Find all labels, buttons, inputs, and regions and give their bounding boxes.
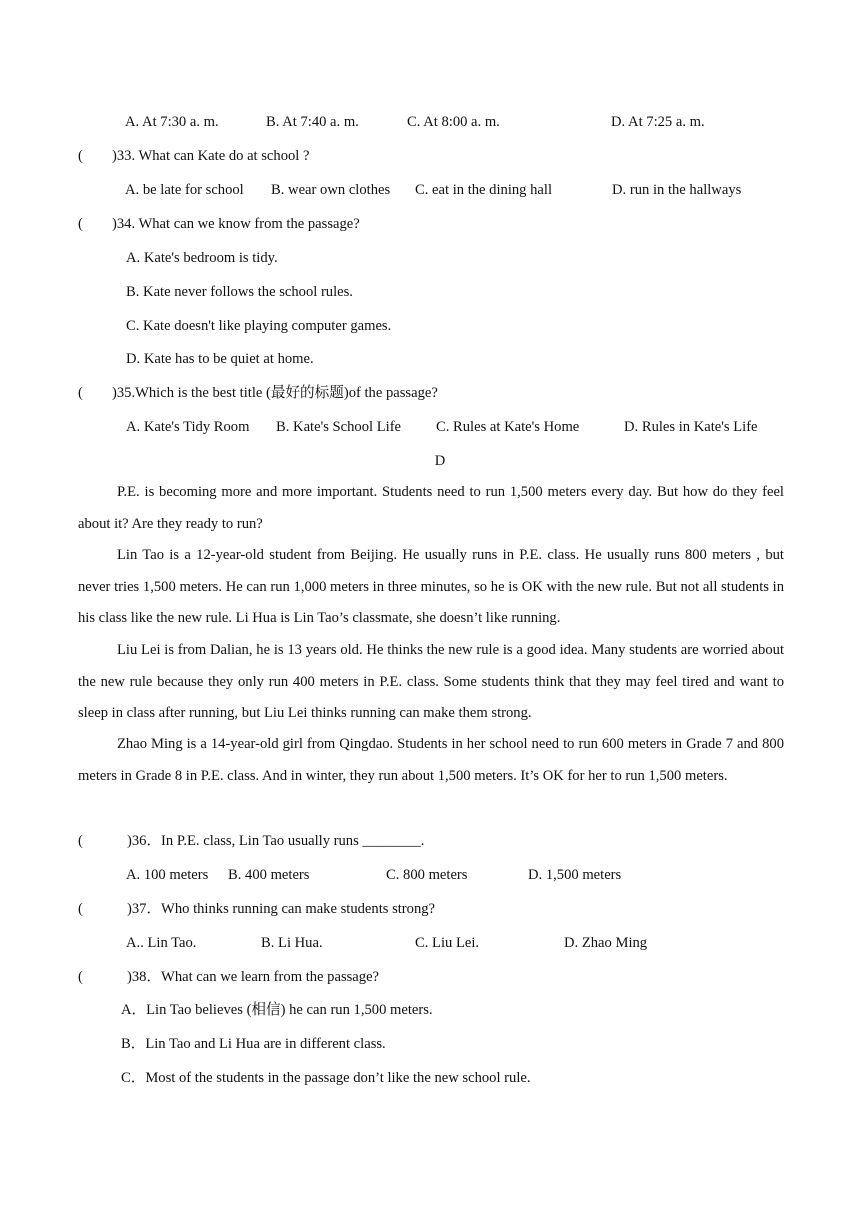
- q32-option-a: A. At 7:30 a. m.: [125, 114, 219, 130]
- question-38: [78, 968, 379, 986]
- answer-bracket: (: [78, 901, 83, 917]
- q38-option-c: C．Most of the students in the passage don’t like the new school rule.: [121, 1070, 531, 1086]
- question-stem: )36．In P.E. class, Lin Tao usually runs ________.: [127, 833, 425, 849]
- q33-option-a: A. be late for school: [125, 182, 244, 198]
- question-35: [78, 384, 438, 402]
- q33-option-c: C. eat in the dining hall: [415, 182, 552, 198]
- q37-option-c: C. Liu Lei.: [415, 935, 480, 951]
- question-stem: )38．What can we learn from the passage?: [127, 969, 380, 985]
- q33-option-d: D. run in the hallways: [612, 182, 742, 198]
- answer-bracket: (: [78, 148, 83, 164]
- q38-option-b: B．Lin Tao and Li Hua are in different class.: [121, 1036, 386, 1052]
- q37-option-b: B. Li Hua.: [261, 935, 323, 951]
- answer-bracket: (: [78, 216, 83, 232]
- question-37: [78, 900, 435, 918]
- q36-option-c: C. 800 meters: [386, 867, 468, 883]
- q37-option-d: D. Zhao Ming: [564, 935, 648, 951]
- q36-option-d: D. 1,500 meters: [528, 867, 622, 883]
- question-stem: )37．Who thinks running can make students strong?: [127, 901, 436, 917]
- q35-option-c: C. Rules at Kate's Home: [436, 419, 580, 435]
- q33-option-b: B. wear own clothes: [271, 182, 391, 198]
- q38-option-a: A．Lin Tao believes (相信) he can run 1,500 meters.: [121, 1002, 433, 1018]
- answer-bracket: (: [78, 833, 83, 849]
- question-36: [78, 832, 424, 850]
- q34-option-b: B. Kate never follows the school rules.: [126, 284, 353, 300]
- passage-paragraph-1: P.E. is becoming more and more important. Students need to run 1,500 meters every day. But how do they feel about it? Are they ready to run?: [78, 484, 784, 532]
- q36-option-b: B. 400 meters: [228, 867, 310, 883]
- q32-option-c: C. At 8:00 a. m.: [407, 114, 500, 130]
- q34-option-c: C. Kate doesn't like playing computer games.: [126, 318, 392, 334]
- q35-option-d: D. Rules in Kate's Life: [624, 419, 758, 435]
- q35-option-a: A. Kate's Tidy Room: [126, 419, 250, 435]
- q34-option-d: D. Kate has to be quiet at home.: [126, 351, 314, 367]
- answer-bracket: (: [78, 969, 83, 985]
- question-stem: )34. What can we know from the passage?: [112, 216, 360, 232]
- passage-paragraph-3: Liu Lei is from Dalian, he is 13 years old. He thinks the new rule is a good idea. Many students are worried about the new rule because they only run 400 meters in P.E. class. Some students think that they may feel tired and want to sleep in class after running, but Liu Lei thinks running can make them strong.: [78, 642, 784, 722]
- section-heading-d: D: [434, 453, 446, 469]
- passage-paragraph-4: Zhao Ming is a 14-year-old girl from Qingdao. Students in her school need to run 600 meters in Grade 7 and 800 meters in Grade 8 in P.E. class. And in winter, they run about 1,500 meters. It’s OK for her to run 1,500 meters.: [78, 736, 784, 784]
- q35-option-b: B. Kate's School Life: [276, 419, 402, 435]
- passage-paragraph-2: Lin Tao is a 12-year-old student from Beijing. He usually runs in P.E. class. He usually runs 800 meters , but never tries 1,500 meters. He can run 1,000 meters in three minutes, so he is OK with the new rule. But not all students in his class like the new rule. Li Hua is Lin Tao’s classmate, she doesn’t like running.: [78, 547, 784, 627]
- question-34: [78, 215, 360, 233]
- q32-option-b: B. At 7:40 a. m.: [266, 114, 359, 130]
- question-stem: )35.Which is the best title (最好的标题)of the passage?: [112, 385, 438, 401]
- question-33: [78, 147, 310, 165]
- question-stem: )33. What can Kate do at school ?: [112, 148, 310, 164]
- answer-bracket: (: [78, 385, 83, 401]
- q36-option-a: A. 100 meters: [126, 867, 209, 883]
- q37-option-a: A.. Lin Tao.: [126, 935, 197, 951]
- q34-option-a: A. Kate's bedroom is tidy.: [126, 250, 278, 266]
- q32-option-d: D. At 7:25 a. m.: [611, 114, 705, 130]
